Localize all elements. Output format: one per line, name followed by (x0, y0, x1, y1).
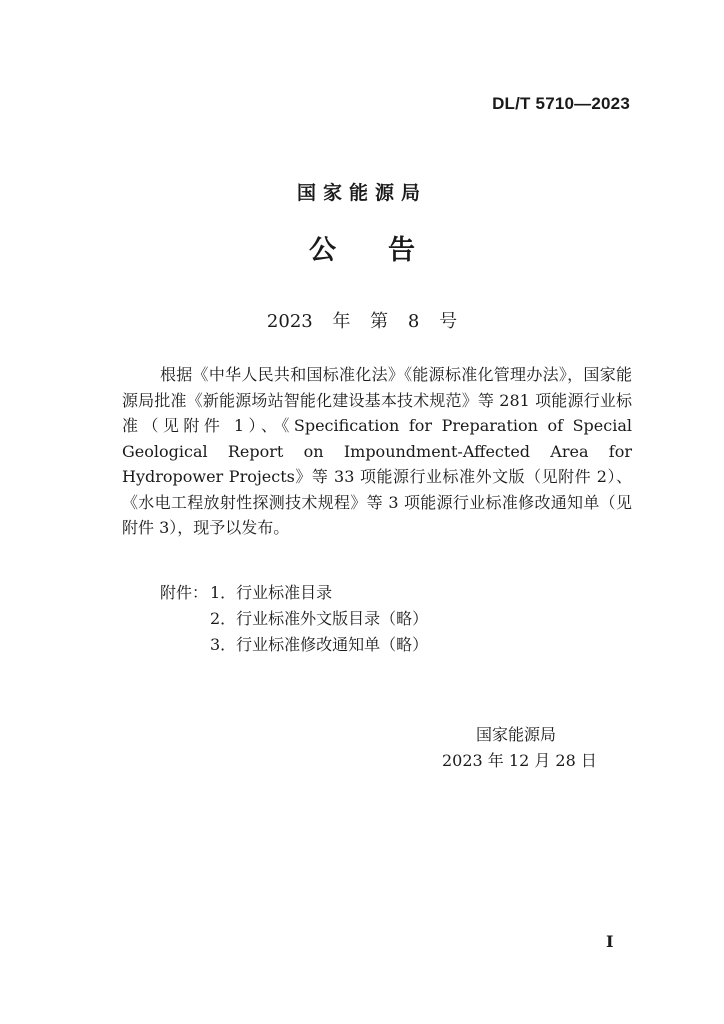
signature-issuer: 国家能源局 (476, 725, 557, 744)
notice-body: 根据《中华人民共和国标准化法》《能源标准化管理办法》，国家能源局批准《新能源场站智能化建设基本技术规范》等 281 项能源行业标准（见附件 1）、《Specification for Preparation of Special Geological Report on Impoundment-Affected Area for Hydropower Projects》等 33 项能源行业标准外文版（见附件 2）、《水电工程放射性探测技术规程》等 3 项能源行业标准修改通知单（见附件 3），现予以发布。 (122, 365, 632, 537)
attachment-row (160, 632, 428, 658)
attachments-label: 附件： (160, 583, 209, 602)
attachment-row (160, 606, 428, 632)
standard-code: DL/T 5710—2023 (492, 94, 630, 113)
issue-number: 2023 年 第 8 号 (266, 311, 458, 332)
page-number: I (606, 932, 614, 951)
signature-date: 2023 年 12 月 28 日 (442, 751, 597, 770)
attachment-item: 2．行业标准外文版目录（略） (210, 609, 429, 628)
notice-title: 公告 (309, 235, 467, 266)
attachment-item: 3．行业标准修改通知单（略） (210, 635, 429, 654)
attachment-item: 1．行业标准目录 (210, 583, 333, 602)
issuing-authority: 国家能源局 (296, 182, 427, 204)
attachments-list (160, 580, 428, 658)
attachment-row (160, 580, 428, 606)
